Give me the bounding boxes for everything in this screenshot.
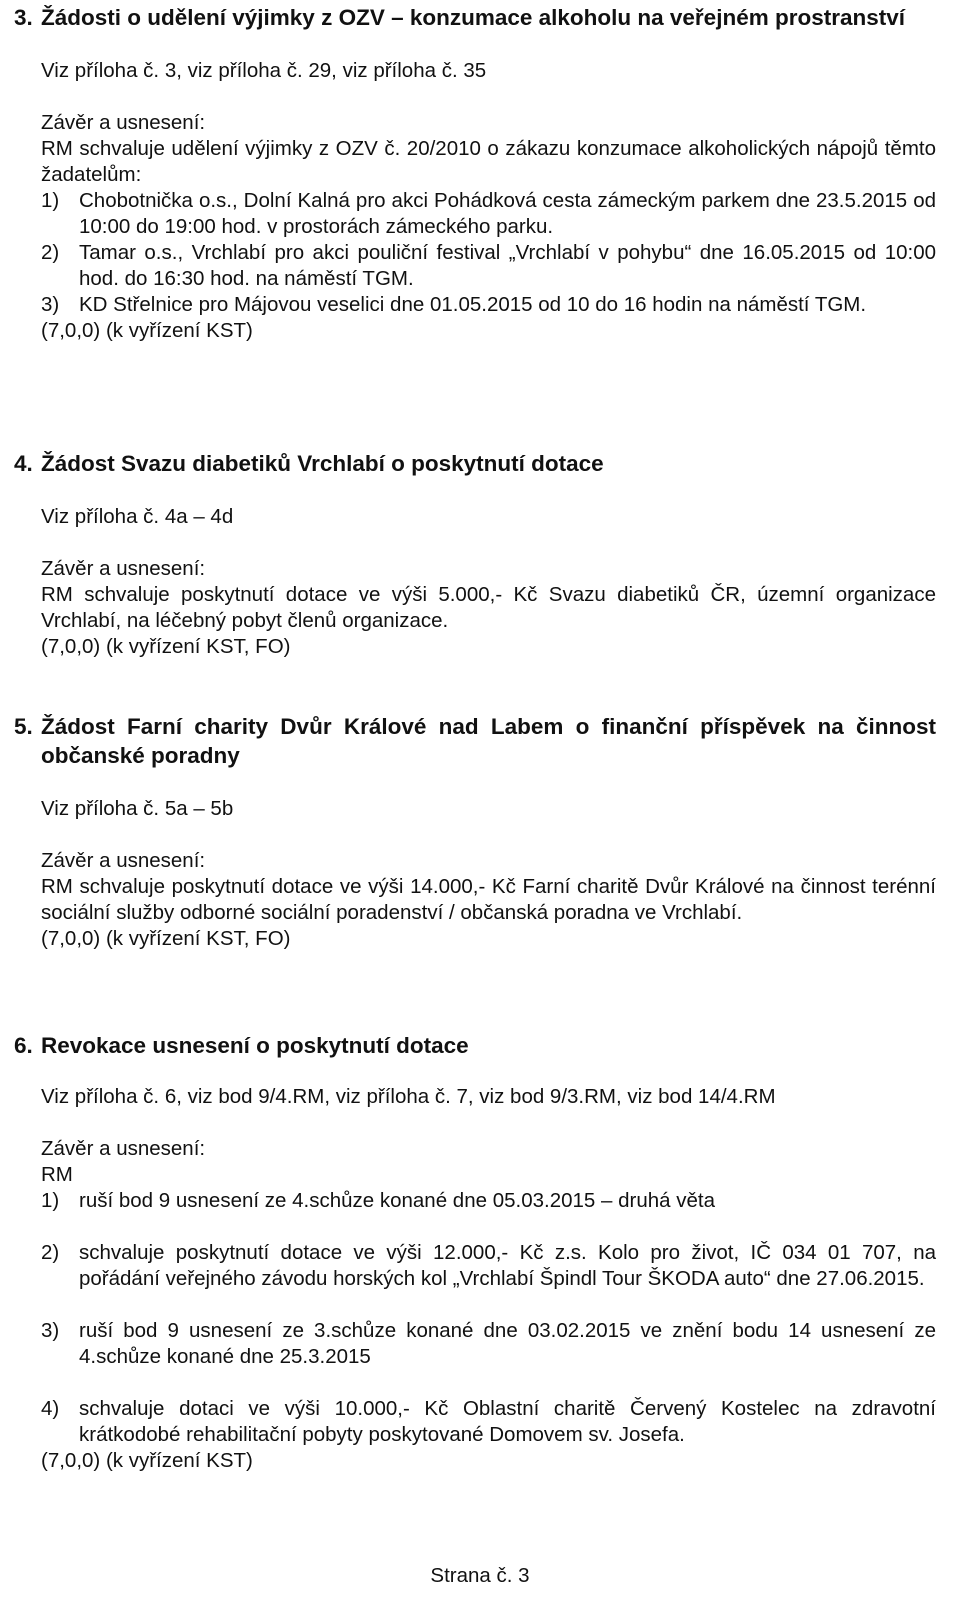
section-3 [14,3,936,344]
conclusion-label: Závěr a usnesení: [41,111,206,134]
section-6 [14,1031,936,1474]
list-item [41,240,936,292]
list-item [41,1188,936,1214]
vote-result: (7,0,0) (k vyřízení KST, FO) [41,927,291,950]
attachment-reference: Viz příloha č. 5a – 5b [41,797,234,820]
item-number: 1) [41,189,60,212]
section-5 [14,712,936,952]
attachment-reference: Viz příloha č. 4a – 4d [41,505,234,528]
resolution-text: RM [41,1163,73,1186]
section-number: 3. [14,5,33,30]
item-text: KD Střelnice pro Májovou veselici dne 01.05.2015 od 10 do 16 hodin na náměstí TGM. [79,293,867,316]
item-text: schvaluje dotaci ve výši 10.000,- Kč Oblastní charitě Červený Kostelec na zdravotní krátkodobé rehabilitační pobyty poskytované Domovem sv. Josefa. [79,1397,936,1446]
item-number: 4) [41,1397,60,1420]
resolution-text: RM schvaluje poskytnutí dotace ve výši 14.000,- Kč Farní charitě Dvůr Králové na činnost terénní sociální služby odborné sociální poradenství / občanská poradna ve Vrchlabí. [41,875,936,924]
conclusion-label: Závěr a usnesení: [41,1137,206,1160]
conclusion-label: Závěr a usnesení: [41,849,206,872]
section-heading [14,1031,936,1060]
item-text: ruší bod 9 usnesení ze 3.schůze konané dne 03.02.2015 ve znění bodu 14 usnesení ze 4.schůze konané dne 25.3.2015 [79,1319,936,1368]
item-number: 2) [41,1241,60,1264]
vote-result: (7,0,0) (k vyřízení KST, FO) [41,635,291,658]
section-title: Revokace usnesení o poskytnutí dotace [41,1033,469,1058]
item-number: 3) [41,293,60,316]
list-item [41,292,936,318]
list-item [41,1240,936,1292]
list-item [41,1396,936,1448]
section-title: Žádosti o udělení výjimky z OZV – konzumace alkoholu na veřejném prostranství [41,5,905,30]
section-heading [14,449,936,478]
vote-result: (7,0,0) (k vyřízení KST) [41,319,253,342]
list-item [41,188,936,240]
item-text: schvaluje poskytnutí dotace ve výši 12.000,- Kč z.s. Kolo pro život, IČ 034 01 707, na pořádání veřejného závodu horských kol „Vrchlabí Špindl Tour ŠKODA auto“ dne 27.06.2015. [79,1241,936,1290]
page-number: Strana č. 3 [430,1564,530,1587]
item-text: ruší bod 9 usnesení ze 4.schůze konané dne 05.03.2015 – druhá věta [79,1189,715,1212]
vote-result: (7,0,0) (k vyřízení KST) [41,1449,253,1472]
section-heading [14,712,936,770]
item-number: 2) [41,241,60,264]
attachment-reference: Viz příloha č. 3, viz příloha č. 29, viz příloha č. 35 [41,59,487,82]
item-text: Tamar o.s., Vrchlabí pro akci pouliční festival „Vrchlabí v pohybu“ dne 16.05.2015 od 10:00 hod. do 16:30 hod. na náměstí TGM. [79,241,936,290]
section-title: Žádost Svazu diabetiků Vrchlabí o poskytnutí dotace [41,451,604,476]
section-number: 5. [14,714,33,739]
item-text: Chobotnička o.s., Dolní Kalná pro akci Pohádková cesta zámeckým parkem dne 23.5.2015 od 10:00 do 19:00 hod. v prostorách zámeckého parku. [79,189,936,238]
item-number: 1) [41,1189,60,1212]
section-number: 6. [14,1033,33,1058]
section-number: 4. [14,451,33,476]
item-number: 3) [41,1319,60,1342]
list-item [41,1318,936,1370]
section-4 [14,449,936,660]
section-title: Žádost Farní charity Dvůr Králové nad Labem o finanční příspěvek na činnost občanské poradny [41,714,936,768]
conclusion-label: Závěr a usnesení: [41,557,206,580]
resolution-text: RM schvaluje poskytnutí dotace ve výši 5.000,- Kč Svazu diabetiků ČR, územní organizace Vrchlabí, na léčebný pobyt členů organizace. [41,583,936,632]
attachment-reference: Viz příloha č. 6, viz bod 9/4.RM, viz příloha č. 7, viz bod 9/3.RM, viz bod 14/4.RM [41,1085,776,1108]
section-heading [14,3,936,32]
resolution-text: RM schvaluje udělení výjimky z OZV č. 20/2010 o zákazu konzumace alkoholických nápojů těmto žadatelům: [41,137,936,186]
